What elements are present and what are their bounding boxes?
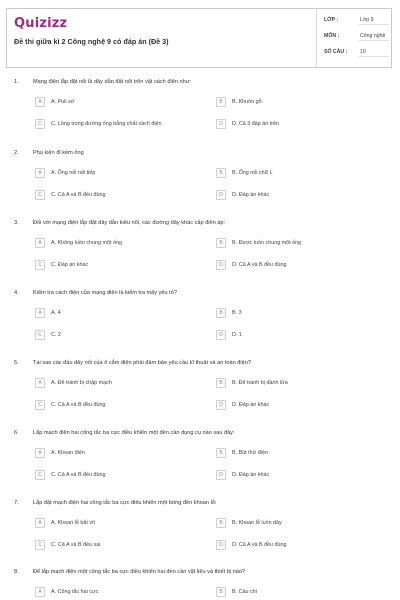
option-c[interactable] (35, 330, 185, 341)
option-letter-box: B (216, 168, 226, 178)
question-number: 1. (14, 79, 19, 85)
question-4 (0, 290, 400, 360)
option-label: A. Khoan lỗ bắt vít (51, 520, 96, 526)
option-d[interactable] (216, 260, 366, 271)
option-letter-box: A (35, 308, 45, 318)
question-number: 5. (14, 360, 19, 366)
option-d[interactable] (216, 470, 366, 481)
option-label: C. Cả A và B đều đúng (51, 472, 106, 478)
option-a[interactable] (35, 587, 185, 598)
option-label: D. Cả A và B đều đúng (232, 262, 287, 268)
option-letter-box: C (35, 190, 45, 200)
option-label: B. 3 (232, 310, 242, 316)
question-6 (0, 430, 400, 500)
option-letter-box: A (35, 587, 45, 597)
meta-subject-value: Công nghệ (360, 33, 386, 39)
option-letter-box: D (216, 540, 226, 550)
option-letter-box: A (35, 168, 45, 178)
option-b[interactable] (216, 168, 366, 179)
divider (358, 56, 389, 57)
option-b[interactable] (216, 448, 366, 459)
option-letter-box: C (35, 470, 45, 480)
option-label: B. Cầu chì (232, 589, 258, 595)
question-number: 6. (14, 430, 19, 436)
question-text: Phụ kiện đi kèm ống (33, 150, 84, 156)
question-3 (0, 220, 400, 290)
meta-class-value: Lớp 9 (360, 17, 374, 23)
option-letter-box: C (35, 260, 45, 270)
option-a[interactable] (35, 378, 185, 389)
option-d[interactable] (216, 190, 366, 201)
option-letter-box: B (216, 587, 226, 597)
question-text: Kiểm tra cách điện của mạng điện là kiểm tra mấy yêu tố? (33, 290, 177, 296)
option-letter-box: D (216, 400, 226, 410)
exam-title: Đề thi giữa kì 2 Công nghệ 9 có đáp án (Đề 3) (14, 37, 169, 46)
option-label: C. Lồng trong đường ống bằng chất cách điện (51, 121, 162, 127)
option-label: B. Khuôn gỗ (232, 99, 262, 105)
option-letter-box: D (216, 119, 226, 129)
meta-count-key: SỐ CÂU : (324, 49, 348, 55)
option-label: D. Đáp án khác (232, 192, 270, 198)
option-letter-box: D (216, 260, 226, 270)
question-number: 7. (14, 500, 19, 506)
option-label: A. Puli sứ (51, 99, 75, 105)
option-c[interactable] (35, 540, 185, 551)
option-label: A. Không luồn chung một ống (51, 240, 123, 246)
option-a[interactable] (35, 518, 185, 529)
option-label: B. Khoan lỗ luồn dây (232, 520, 282, 526)
option-letter-box: A (35, 238, 45, 248)
option-d[interactable] (216, 400, 366, 411)
divider (358, 40, 389, 41)
option-b[interactable] (216, 518, 366, 529)
question-text: Để lắp mạch điện một công tắc ba cực điều khiển hai đèn cần vật liệu và thiết bị nào? (33, 569, 246, 575)
meta-panel (318, 9, 393, 67)
question-text: Đối với mạng điện lắp đặt dây dẫn kiểu nổi, các đường dây khác cấp điện áp: (33, 220, 226, 226)
option-label: C. 2 (51, 332, 61, 338)
option-label: B. Để tránh bị đánh lửa (232, 380, 288, 386)
option-letter-box: C (35, 330, 45, 340)
option-label: D. Cả 3 đáp án trên (232, 121, 280, 127)
worksheet-header (6, 8, 392, 68)
option-a[interactable] (35, 97, 185, 108)
option-label: D. Đáp án khác (232, 472, 270, 478)
question-number: 8. (14, 569, 19, 575)
option-c[interactable] (35, 260, 185, 271)
option-label: A. 4 (51, 310, 61, 316)
question-text: Lắp mạch điện hai công tắc ba cực điều khiển một đèn cần dụng cụ nào sau đây: (33, 430, 235, 436)
option-a[interactable] (35, 168, 185, 179)
option-b[interactable] (216, 97, 366, 108)
option-letter-box: A (35, 448, 45, 458)
question-8 (0, 569, 400, 600)
option-letter-box: B (216, 448, 226, 458)
question-number: 3. (14, 220, 19, 226)
question-text: Mạng điện lắp đặt nổi là dây dẫn đặt nổi trên vật cách điện như: (33, 79, 191, 85)
question-5 (0, 360, 400, 430)
option-c[interactable] (35, 470, 185, 481)
option-letter-box: A (35, 97, 45, 107)
option-label: B. Ống nối chữ L (232, 170, 273, 176)
option-label: D. Cả A và B đều đúng (232, 542, 287, 548)
option-label: A. Khoan điện (51, 450, 85, 456)
option-label: B. Được luồn chung một ống (232, 240, 302, 246)
option-b[interactable] (216, 587, 366, 598)
question-7 (0, 500, 400, 570)
option-letter-box: B (216, 238, 226, 248)
option-label: C. Cả A và B đều đúng (51, 192, 106, 198)
option-label: C. Cả A và B đều đúng (51, 402, 106, 408)
option-label: C. Cả A và B đều sai (51, 542, 101, 548)
meta-subject-key: MÔN : (324, 33, 340, 39)
question-1 (0, 79, 400, 149)
header-divider (316, 9, 317, 67)
option-a[interactable] (35, 448, 185, 459)
option-c[interactable] (35, 119, 185, 130)
option-label: D. Đáp án khác (232, 402, 270, 408)
option-letter-box: A (35, 518, 45, 528)
option-label: D. 1 (232, 332, 242, 338)
question-number: 2. (14, 150, 19, 156)
option-letter-box: B (216, 518, 226, 528)
option-a[interactable] (35, 238, 185, 249)
option-d[interactable] (216, 540, 366, 551)
option-b[interactable] (216, 308, 366, 319)
option-letter-box: B (216, 97, 226, 107)
option-d[interactable] (216, 119, 366, 130)
meta-subject-row (318, 28, 393, 42)
option-letter-box: A (35, 378, 45, 388)
option-label: A. Công tắc hai cực (51, 589, 99, 595)
option-d[interactable] (216, 330, 366, 341)
option-a[interactable] (35, 308, 185, 319)
question-text: Lắp đặt mạch điện hai công tắc ba cực điều khiển một bóng đèn khoan lỗ: (33, 500, 217, 506)
question-text: Tại sao các đầu dây nối của ổ cắm điện phải đảm bảo yêu cầu kĩ thuật và an toàn điện? (33, 360, 251, 366)
option-letter-box: C (35, 400, 45, 410)
option-b[interactable] (216, 238, 366, 249)
option-letter-box: B (216, 308, 226, 318)
option-letter-box: D (216, 470, 226, 480)
meta-class-key: LỚP : (324, 17, 339, 23)
option-label: A. Để tránh bị chập mạch (51, 380, 112, 386)
question-2 (0, 150, 400, 220)
option-c[interactable] (35, 190, 185, 201)
option-label: A. Ống nối nối tiếp (51, 170, 96, 176)
meta-count-value: 10 (360, 49, 366, 55)
option-letter-box: C (35, 119, 45, 129)
meta-count-row (318, 44, 393, 58)
question-number: 4. (14, 290, 19, 296)
option-b[interactable] (216, 378, 366, 389)
option-letter-box: C (35, 540, 45, 550)
option-label: C. Đáp án khác (51, 262, 89, 268)
option-letter-box: D (216, 330, 226, 340)
option-label: B. Bút thử điện (232, 450, 268, 456)
divider (358, 24, 389, 25)
quizizz-logo: Quizizz (14, 16, 68, 31)
option-letter-box: B (216, 378, 226, 388)
meta-class-row (318, 12, 393, 26)
option-letter-box: D (216, 190, 226, 200)
option-c[interactable] (35, 400, 185, 411)
